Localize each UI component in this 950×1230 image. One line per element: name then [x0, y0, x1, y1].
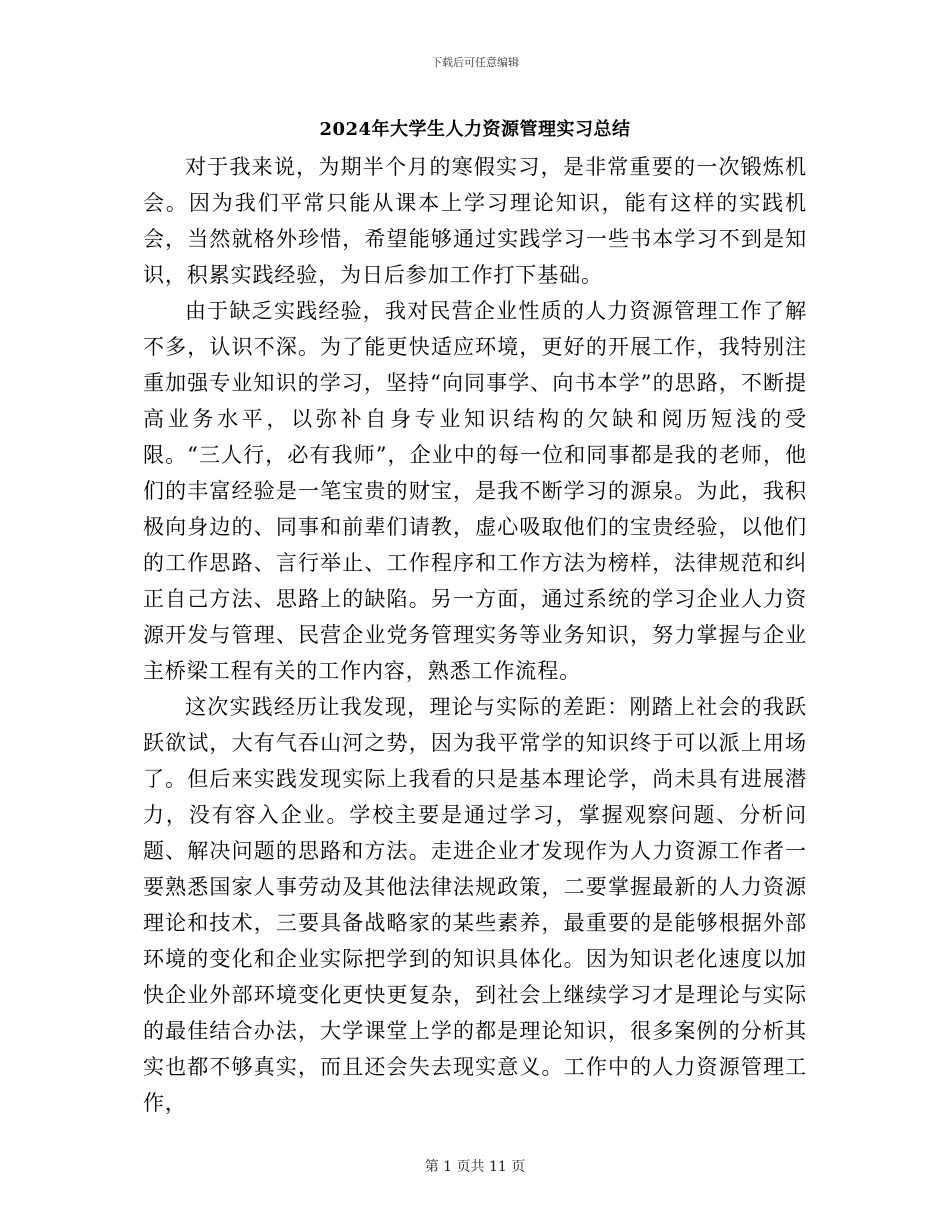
paragraph-1: 对于我来说，为期半个月的寒假实习，是非常重要的一次锻炼机会。因为我们平常只能从课本上学习理论知识，能有这样的实践机会，当然就格外珍惜，希望能够通过实践学习一些书本学习不到是知识，积累实践经验，为日后参加工作打下基础。 [143, 155, 807, 287]
paragraph-3: 这次实践经历让我发现，理论与实际的差距：刚踏上社会的我跃跃欲试，大有气吞山河之势，因为我平常学的知识终于可以派上用场了。但后来实践发现实际上我看的只是基本理论学，尚未具有进展潜力，没有容入企业。学校主要是通过学习，掌握观察问题、分析问题、解决问题的思路和方法。走进企业才发现作为人力资源工作者一要熟悉国家人事劳动及其他法律法规政策，二要掌握最新的人力资源理论和技术，三要具备战略家的某些素养，最重要的是能够根据外部环境的变化和企业实际把学到的知识具体化。因为知识老化速度以加快企业外部环境变化更快更复杂，到社会上继续学习才是理论与实际的最佳结合办法，大学课堂上学的都是理论知识，很多案例的分析其实也都不够真实，而且还会失去现实意义。工作中的人力资源管理工作， [143, 695, 807, 1115]
page-number-footer: 第 1 页共 11 页 [424, 1159, 526, 1175]
document-body [143, 149, 807, 1121]
header-note: 下载后可任意编辑 [431, 56, 519, 69]
paragraph-2: 由于缺乏实践经验，我对民营企业性质的人力资源管理工作了解不多，认识不深。为了能更快适应环境，更好的开展工作，我特别注重加强专业知识的学习，坚持“向同事学、向书本学”的思路，不断提高业务水平，以弥补自身专业知识结构的欠缺和阅历短浅的受限。“三人行，必有我师”，企业中的每一位和同事都是我的老师，他们的丰富经验是一笔宝贵的财宝，是我不断学习的源泉。为此，我积极向身边的、同事和前辈们请教，虚心吸取他们的宝贵经验，以他们的工作思路、言行举止、工作程序和工作方法为榜样，法律规范和纠正自己方法、思路上的缺陷。另一方面，通过系统的学习企业人力资源开发与管理、民营企业党务管理实务等业务知识，努力掌握与企业主桥梁工程有关的工作内容，熟悉工作流程。 [143, 299, 807, 683]
document-title: 2024年大学生人力资源管理实习总结 [319, 119, 631, 140]
